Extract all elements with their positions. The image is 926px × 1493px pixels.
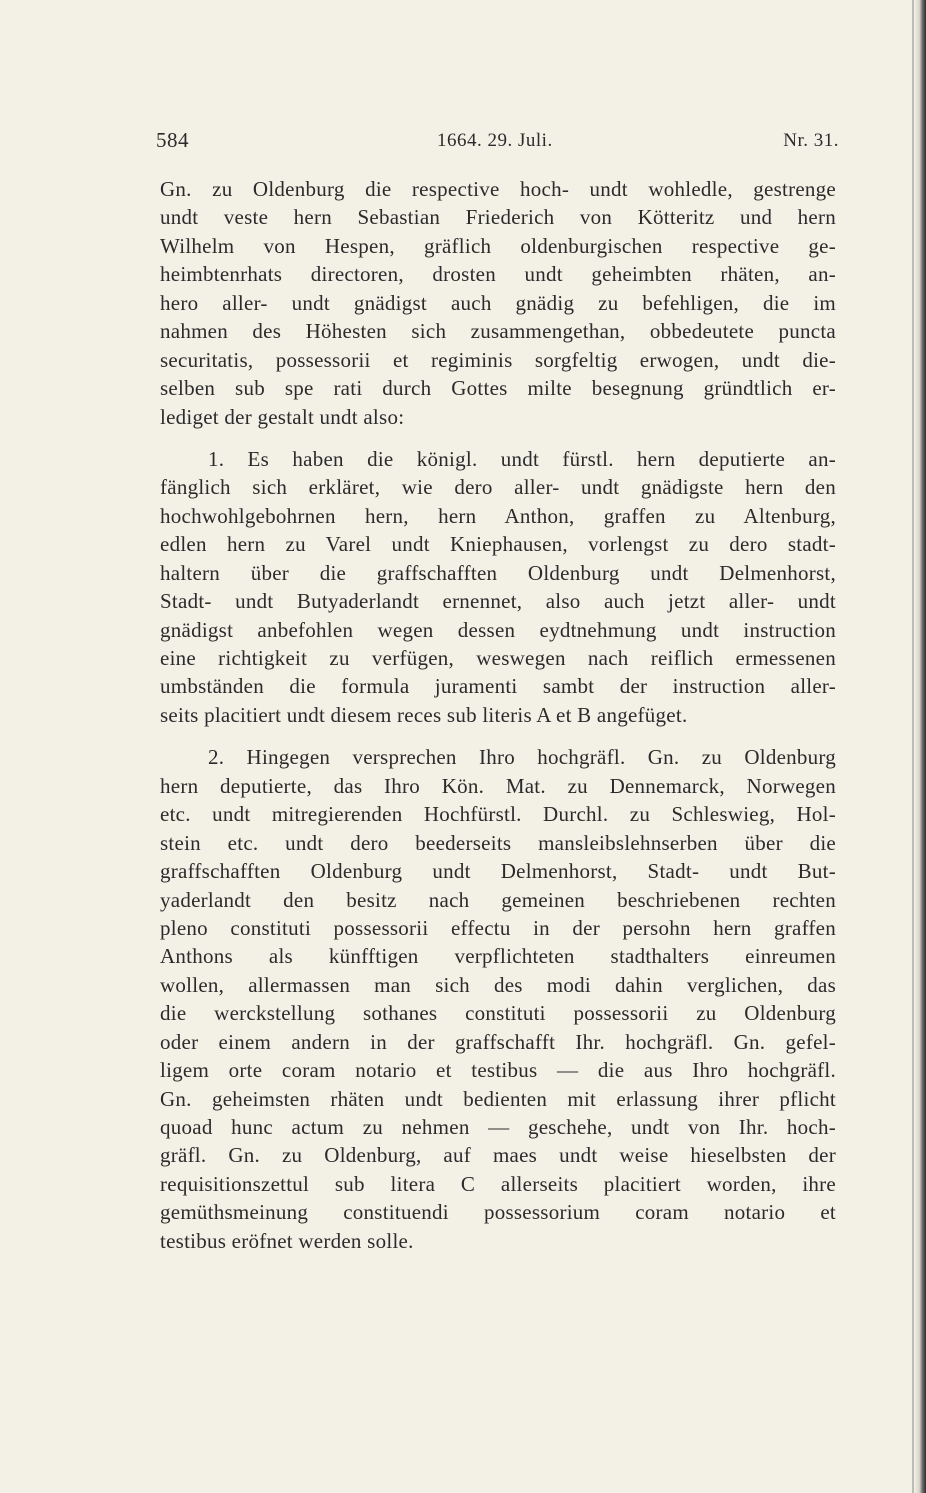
text-line: eine richtigkeit zu verfügen, weswegen nach reiflich ermessenen [160, 646, 836, 670]
text-line: 1. Es haben die königl. undt fürstl. hern deputierte an- [208, 446, 836, 471]
text-line: heimbtenrhats directoren, drosten undt geheimbten rhäten, an- [160, 262, 836, 287]
paragraph-2 [160, 743, 836, 1255]
text-line: oder einem andern in der graffschafft Ihr. hochgräfl. Gn. gefel- [160, 1029, 836, 1054]
text-line: ligem orte coram notario et testibus — die aus Ihro hochgräfl. [160, 1058, 836, 1083]
text-line: undt veste hern Sebastian Friederich von Kötteritz und hern [160, 205, 836, 230]
text-line: Stadt- undt Butyaderlandt ernennet, also auch jetzt aller- undt [160, 589, 836, 614]
paragraph-gap [160, 431, 836, 445]
text-line: pleno constituti possessorii effectu in der persohn hern graffen [160, 915, 836, 940]
text-line: hochwohlgebohrnen hern, hern Anthon, graffen zu Altenburg, [160, 503, 836, 528]
body-text [160, 175, 836, 1255]
text-line: lediget der gestalt undt also: [160, 404, 405, 429]
text-line: etc. undt mitregierenden Hochfürstl. Durchl. zu Schleswieg, Hol- [160, 802, 836, 827]
text-line: requisitionszettul sub litera C allerseits placitiert worden, ihre [160, 1171, 836, 1196]
text-line: 2. Hingegen versprechen Ihro hochgräfl. Gn. zu Oldenburg [208, 745, 836, 770]
text-line: selben sub spe rati durch Gottes milte besegnung gründtlich er- [160, 376, 836, 401]
text-line: hero aller- undt gnädigst auch gnädig zu befehligen, die im [160, 290, 836, 315]
text-line: Anthons als künfftigen verpflichteten stadthalters einreumen [160, 944, 836, 969]
text-line: umbständen die formula juramenti sambt der instruction aller- [160, 674, 836, 699]
text-line: fänglich sich erkläret, wie dero aller- undt gnädigste hern den [160, 475, 836, 500]
document-number: Nr. 31. [783, 130, 839, 151]
text-line: Gn. zu Oldenburg die respective hoch- undt wohledle, gestrenge [160, 177, 836, 201]
paragraph-1 [160, 445, 836, 729]
running-header [156, 128, 839, 158]
text-line: nahmen des Höhesten sich zusammengethan, obbedeutete puncta [160, 319, 836, 344]
page-number: 584 [156, 128, 189, 152]
text-line: gräfl. Gn. zu Oldenburg, auf maes undt weise hieselbsten der [160, 1143, 836, 1168]
text-line: yaderlandt den besitz nach gemeinen beschriebenen rechten [160, 887, 836, 912]
text-line: wollen, allermassen man sich des modi dahin verglichen, das [160, 972, 836, 997]
text-line: graffschafften Oldenburg undt Delmenhorst, Stadt- undt But- [160, 859, 836, 884]
text-line: gemüthsmeinung constituendi possessorium coram notario et [160, 1200, 836, 1225]
paragraph-gap [160, 729, 836, 743]
paragraph-intro [160, 175, 836, 431]
text-line: seits placitiert undt diesem reces sub literis A et B angefüget. [160, 702, 688, 727]
text-line: edlen hern zu Varel undt Kniephausen, vorlengst zu dero stadt- [160, 532, 836, 557]
text-line: Gn. geheimsten rhäten undt bedienten mit erlassung ihrer pflicht [160, 1086, 836, 1111]
text-line: securitatis, possessorii et regiminis sorgfeltig erwogen, undt die- [160, 347, 836, 372]
text-line: testibus eröfnet werden solle. [160, 1228, 414, 1253]
text-line: hern deputierte, das Ihro Kön. Mat. zu Dennemarck, Norwegen [160, 773, 836, 798]
text-line: gnädigst anbefohlen wegen dessen eydtnehmung undt instruction [160, 617, 836, 642]
text-line: stein etc. undt dero beederseits mansleibslehnserben über die [160, 830, 836, 855]
header-date: 1664. 29. Juli. [437, 130, 553, 151]
text-line: quoad hunc actum zu nehmen — geschehe, undt von Ihr. hoch- [160, 1115, 836, 1139]
page-edge-shadow [914, 0, 926, 1493]
text-line: die werckstellung sothanes constituti possessorii zu Oldenburg [160, 1001, 836, 1026]
text-line: haltern über die graffschafften Oldenburg undt Delmenhorst, [160, 560, 836, 585]
text-line: Wilhelm von Hespen, gräflich oldenburgischen respective ge- [160, 233, 836, 258]
